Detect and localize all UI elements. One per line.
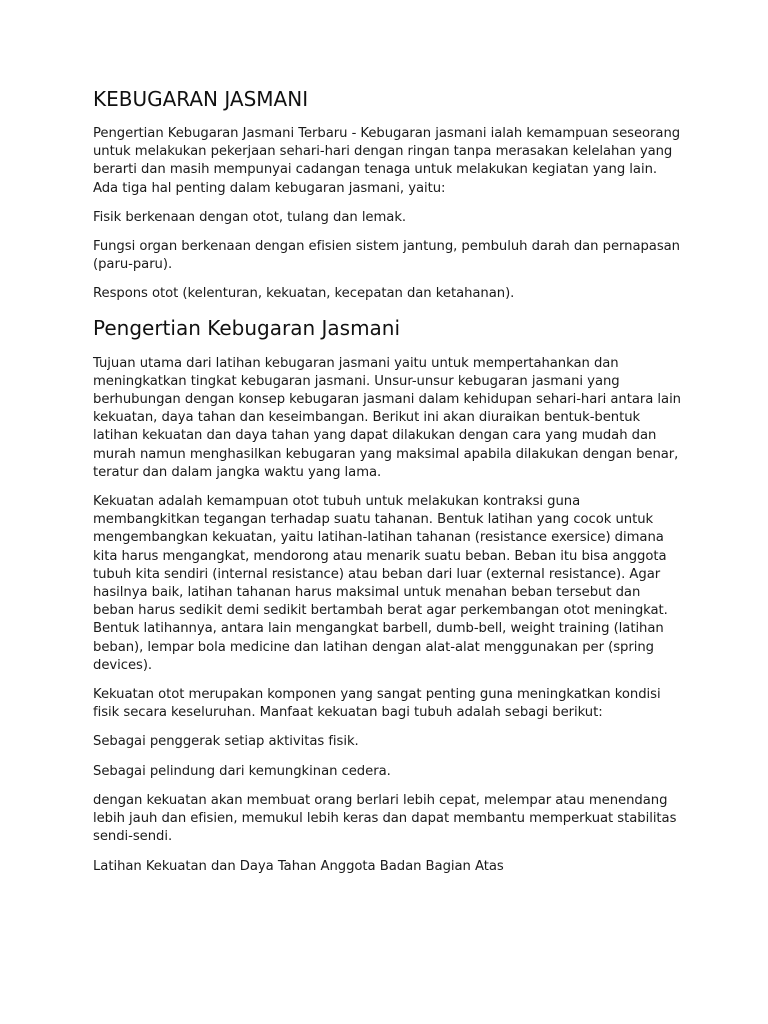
list-item: Sebagai penggerak setiap aktivitas fisik. (93, 734, 359, 750)
intro-paragraph: Pengertian Kebugaran Jasmani Terbaru - Kebugaran jasmani ialah kemampuan seseorang untuk melakukan pekerjaan sehari-hari dengan ringan tanpa merasakan kelelahan yang berarti dan masih mempunyai cadangan tenaga untuk melakukan kegiatan yang lain. Ada tiga hal penting dalam kebugaran jasmani, yaitu: (93, 126, 681, 196)
list-item: Fisik berkenaan dengan otot, tulang dan lemak. (93, 209, 407, 225)
body-paragraph: Kekuatan adalah kemampuan otot tubuh untuk melakukan kontraksi guna membangkitkan tegangan terhadap suatu tahanan. Bentuk latihan yang cocok untuk mengembangkan kekuatan, yaitu latihan-latihan tahanan (resistance exersice) dimana kita harus mengangkat, mendorong atau menarik suatu beban. Beban itu bisa anggota tubuh kita sendiri (internal resistance) atau beban dari luar (external resistance). Agar hasilnya baik, latihan tahanan harus maksimal untuk menahan beban tersebut dan beban harus sedikit demi sedikit bertambah berat agar perkembangan otot meningkat. Bentuk latihannya, antara lain mengangkat barbell, dumb-bell, weight training (latihan beban), lempar bola medicine dan latihan dengan alat-alat menggunakan per (spring devices). (93, 494, 668, 673)
document-title: KEBUGARAN JASMANI (93, 87, 309, 111)
body-paragraph: Tujuan utama dari latihan kebugaran jasmani yaitu untuk mempertahankan dan meningkatkan tingkat kebugaran jasmani. Unsur-unsur kebugaran jasmani yang berhubungan dengan konsep kebugaran jasmani dalam kehidupan sehari-hari antara lain kekuatan, daya tahan dan keseimbangan. Berikut ini akan diuraikan bentuk-bentuk latihan kekuatan dan daya tahan yang dapat dilakukan dengan cara yang mudah dan murah namun menghasilkan kebugaran yang maksimal apabila dilakukan dengan benar, teratur dan dalam jangka waktu yang lama. (93, 355, 681, 480)
body-paragraph: Kekuatan otot merupakan komponen yang sangat penting guna meningkatkan kondisi fisik secara keseluruhan. Manfaat kekuatan bagi tubuh adalah sebagi berikut: (93, 687, 661, 721)
list-item: Sebagai pelindung dari kemungkinan cedera. (93, 763, 391, 779)
document-page (93, 86, 683, 887)
body-paragraph: dengan kekuatan akan membuat orang berlari lebih cepat, melempar atau menendang lebih jauh dan efisien, memukul lebih keras dan dapat membantu memperkuat stabilitas sendi-sendi. (93, 792, 677, 845)
list-item: Respons otot (kelenturan, kekuatan, kecepatan dan ketahanan). (93, 286, 515, 302)
subheading-paragraph: Latihan Kekuatan dan Daya Tahan Anggota Badan Bagian Atas (93, 858, 504, 874)
list-item: Fungsi organ berkenaan dengan efisien sistem jantung, pembuluh darah dan pernapasan (paru-paru). (93, 239, 680, 273)
section-heading: Pengertian Kebugaran Jasmani (93, 315, 401, 340)
